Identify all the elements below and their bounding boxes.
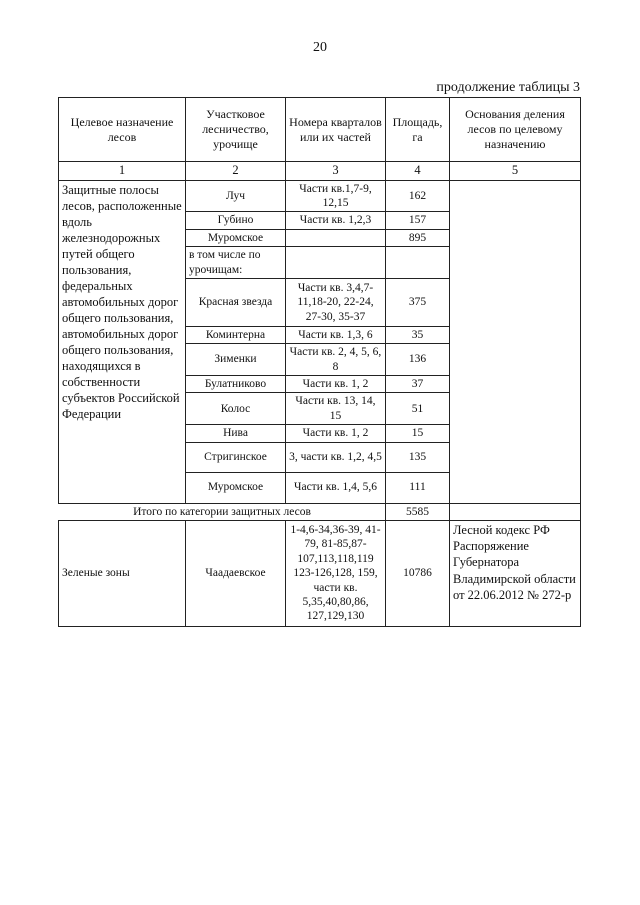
- basis-cell-empty: [450, 180, 581, 503]
- forestry-cell: Зименки: [186, 344, 286, 376]
- area-cell: 135: [386, 442, 450, 472]
- quarters-cell: Части кв. 1,2,3: [286, 212, 386, 229]
- forestry-cell: Муромское: [186, 229, 286, 246]
- header-quarters: Номера кварталов или их частей: [286, 98, 386, 162]
- quarters-cell: Части кв. 1, 2: [286, 425, 386, 442]
- header-area: Площадь, га: [386, 98, 450, 162]
- quarters-cell: 3, части кв. 1,2, 4,5: [286, 442, 386, 472]
- quarters-cell: 1-4,6-34,36-39, 41-79, 81-85,87-107,113,118,119 123-126,128, 159, части кв. 5,35,40,80,86, 127,129,130: [286, 520, 386, 626]
- quarters-cell: Части кв. 13, 14, 15: [286, 393, 386, 425]
- forestry-cell: Чаадаевское: [186, 520, 286, 626]
- total-label: Итого по категории защитных лесов: [59, 503, 386, 520]
- basis-cell-empty: [450, 503, 581, 520]
- area-cell: 51: [386, 393, 450, 425]
- area-cell: 375: [386, 278, 450, 326]
- forestry-cell: Коминтерна: [186, 326, 286, 343]
- table-row: [59, 180, 581, 212]
- area-cell: 10786: [386, 520, 450, 626]
- quarters-cell: Части кв. 1, 2: [286, 376, 386, 393]
- header-basis: Основания деления лесов по целевому назначению: [450, 98, 581, 162]
- forestry-cell: Муромское: [186, 472, 286, 503]
- quarters-cell: Части кв. 1,4, 5,6: [286, 472, 386, 503]
- area-cell: 895: [386, 229, 450, 246]
- quarters-cell: [286, 247, 386, 279]
- forestry-cell: Губино: [186, 212, 286, 229]
- column-number: 4: [386, 162, 450, 181]
- quarters-cell: Части кв. 2, 4, 5, 6, 8: [286, 344, 386, 376]
- forestry-subheading: в том числе по урочищам:: [186, 247, 286, 279]
- forestry-cell: Булатниково: [186, 376, 286, 393]
- forestry-cell: Нива: [186, 425, 286, 442]
- forestry-cell: Стригинское: [186, 442, 286, 472]
- forest-purpose-table: [58, 97, 581, 627]
- header-row: [59, 98, 581, 162]
- area-cell: 162: [386, 180, 450, 212]
- total-row: [59, 503, 581, 520]
- table-continuation-label: продолжение таблицы 3: [436, 80, 580, 95]
- column-number: 5: [450, 162, 581, 181]
- area-cell: 111: [386, 472, 450, 503]
- total-area: 5585: [386, 503, 450, 520]
- table-row-green-zones: [59, 520, 581, 626]
- area-cell: 15: [386, 425, 450, 442]
- purpose-cell-protective-strips: Защитные полосы лесов, расположенные вдоль железнодорожных путей общего пользования, федеральных автомобильных дорог общего пользования, автомобильных дорог общего пользования, находящихся в собственности субъектов Российской Федерации: [59, 180, 186, 503]
- basis-cell-legal: Лесной кодекс РФ Распоряжение Губернатора Владимирской области от 22.06.2012 № 272-р: [450, 520, 581, 626]
- page-number: 20: [313, 40, 327, 55]
- quarters-cell: Части кв. 1,3, 6: [286, 326, 386, 343]
- header-purpose: Целевое назначение лесов: [59, 98, 186, 162]
- column-number: 3: [286, 162, 386, 181]
- column-number: 2: [186, 162, 286, 181]
- area-cell: 157: [386, 212, 450, 229]
- area-cell: 35: [386, 326, 450, 343]
- area-cell: 136: [386, 344, 450, 376]
- purpose-cell-green-zones: Зеленые зоны: [59, 520, 186, 626]
- area-cell: 37: [386, 376, 450, 393]
- column-number: 1: [59, 162, 186, 181]
- forestry-cell: Красная звезда: [186, 278, 286, 326]
- quarters-cell: Части кв.1,7-9, 12,15: [286, 180, 386, 212]
- area-cell: [386, 247, 450, 279]
- quarters-cell: [286, 229, 386, 246]
- quarters-cell: Части кв. 3,4,7-11,18-20, 22-24, 27-30, 35-37: [286, 278, 386, 326]
- forestry-cell: Луч: [186, 180, 286, 212]
- header-forestry: Участковое лесничество, урочище: [186, 98, 286, 162]
- forestry-cell: Колос: [186, 393, 286, 425]
- column-numbers-row: [59, 162, 581, 181]
